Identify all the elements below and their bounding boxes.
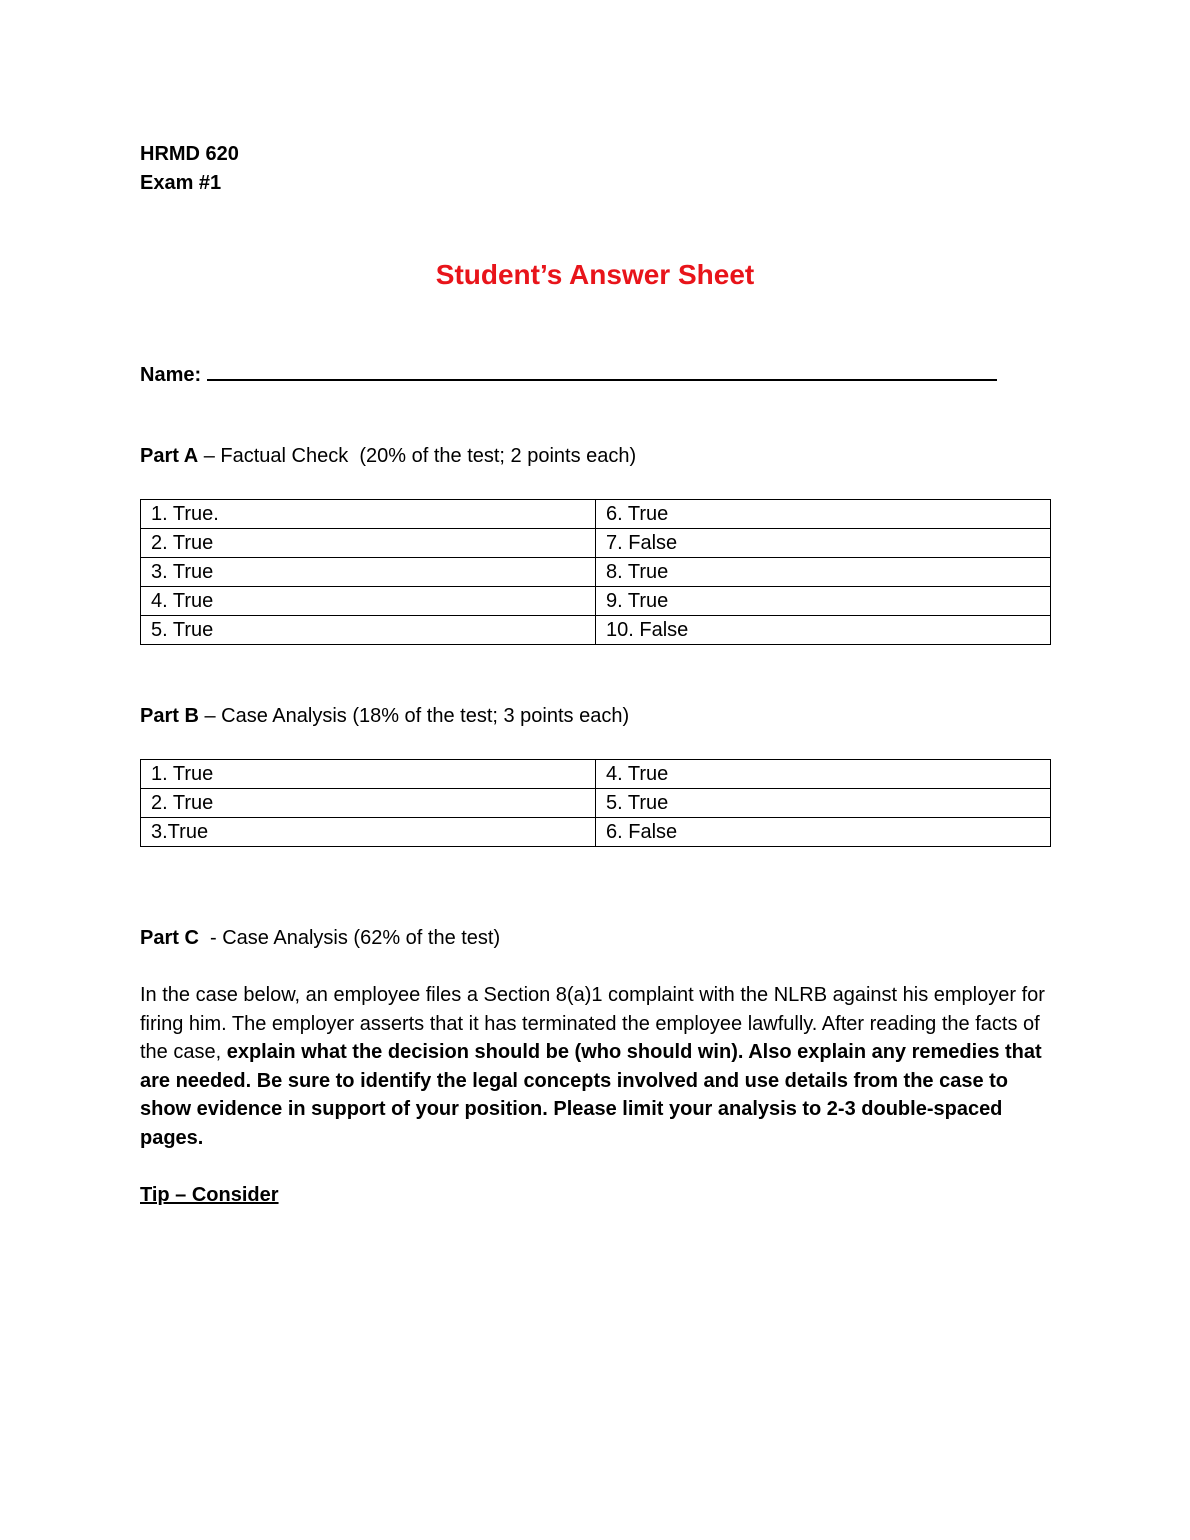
- answer-cell: 1. True.: [141, 500, 596, 529]
- part-b-heading: [140, 704, 629, 728]
- part-a-heading: [140, 444, 636, 468]
- answer-cell: 4. True: [141, 587, 596, 616]
- table-row: [141, 558, 1051, 587]
- table-row: [141, 587, 1051, 616]
- part-b-label: Part B: [140, 705, 199, 727]
- answer-cell: 1. True: [141, 760, 596, 789]
- answer-cell: 2. True: [141, 789, 596, 818]
- part-c-bold-instructions: explain what the decision should be (who should win). Also explain any remedies that are needed. Be sure to identify the legal concepts involved and use details from the case to show evidence in support of your position. Please limit your analysis to 2-3 double-spaced pages.: [140, 1041, 1042, 1149]
- answer-cell: 4. True: [596, 760, 1051, 789]
- answer-cell: 8. True: [596, 558, 1051, 587]
- course-code: HRMD 620: [140, 143, 239, 165]
- answer-cell: 5. True: [141, 616, 596, 645]
- part-c-instructions-paragraph: [140, 981, 1050, 1153]
- name-blank-line: [207, 361, 997, 381]
- table-row: [141, 760, 1051, 789]
- part-a-label: Part A: [140, 445, 199, 467]
- table-row: [141, 500, 1051, 529]
- part-a-answer-table: [140, 499, 1051, 645]
- answer-cell: 6. False: [596, 818, 1051, 847]
- part-c-heading: [140, 926, 500, 950]
- part-c-description: - Case Analysis (62% of the test): [198, 927, 501, 949]
- tip-heading: Tip – Consider: [140, 1184, 279, 1206]
- answer-cell: 5. True: [596, 789, 1051, 818]
- part-b-answer-table: [140, 759, 1051, 847]
- page-title: Student’s Answer Sheet: [435, 259, 755, 290]
- table-row: [141, 818, 1051, 847]
- name-label: Name:: [140, 364, 202, 386]
- answer-cell: 2. True: [141, 529, 596, 558]
- answer-cell: 10. False: [596, 616, 1051, 645]
- part-c-label: Part C: [140, 927, 199, 949]
- answer-cell: 9. True: [596, 587, 1051, 616]
- part-b-description: – Case Analysis (18% of the test; 3 points each): [198, 705, 630, 727]
- answer-cell: 3. True: [141, 558, 596, 587]
- table-row: [141, 789, 1051, 818]
- answer-cell: 7. False: [596, 529, 1051, 558]
- table-row: [141, 529, 1051, 558]
- exam-number: Exam #1: [140, 172, 222, 194]
- name-field: [140, 361, 997, 387]
- part-a-description: – Factual Check (20% of the test; 2 points each): [198, 445, 637, 467]
- answer-cell: 3.True: [141, 818, 596, 847]
- answer-cell: 6. True: [596, 500, 1051, 529]
- part-c-intro-text: In the case below, an employee files a Section 8(a)1 complaint with the NLRB against his employer for firing him. The employer asserts that it has terminated the employee lawfully. After reading the facts of the case,: [140, 984, 1045, 1064]
- table-row: [141, 616, 1051, 645]
